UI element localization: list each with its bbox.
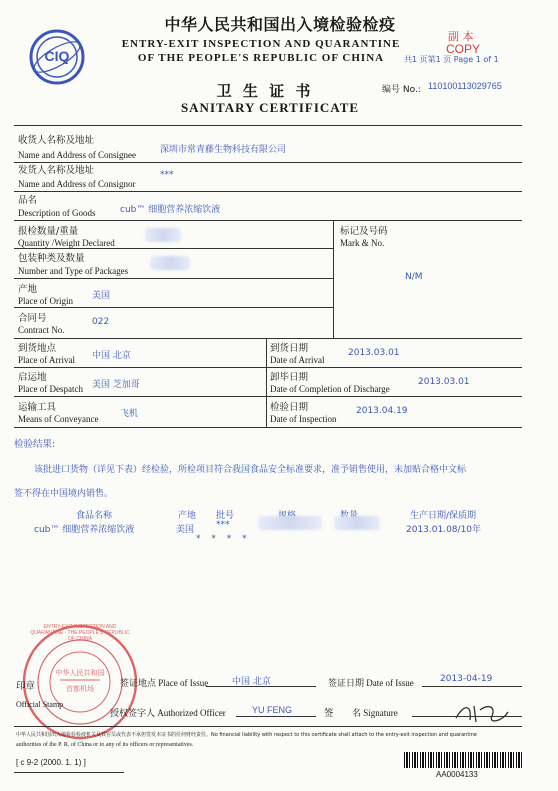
- barcode: [404, 752, 524, 768]
- consignee-label-en: Name and Address of Consignee: [18, 150, 136, 160]
- pkg-label-en: Number and Type of Packages: [18, 266, 129, 276]
- results-col-origin: 产地: [178, 511, 197, 521]
- date-issue-value: 2013-04-19: [440, 674, 493, 684]
- doc-title-en: SANITARY CERTIFICATE: [180, 100, 360, 115]
- arrival-date-value: 2013.03.01: [348, 348, 400, 358]
- inspection-label-en: Date of Inspection: [270, 414, 337, 424]
- copy-label-cn: 副 本: [448, 30, 474, 43]
- header-title-en-2: OF THE PEOPLE'S REPUBLIC OF CHINA: [137, 52, 385, 64]
- copy-label-en: COPY: [446, 42, 481, 56]
- consignor-label-en: Name and Address of Consignor: [18, 179, 136, 189]
- form-rule: [14, 772, 124, 773]
- marks-value: N/M: [405, 272, 423, 282]
- stamp-label-en: Official Stamp: [16, 700, 64, 709]
- goods-label-cn: 品名: [18, 195, 38, 206]
- page-counter: 共1 页第1 页 Page 1 of 1: [404, 55, 499, 64]
- marks-label-en: Mark & No.: [340, 238, 385, 248]
- results-col-date: 生产日期/保质期: [410, 511, 477, 521]
- qty-label-en: Quantity /Weight Declared: [18, 238, 115, 248]
- inspection-value: 2013.04.19: [356, 406, 408, 416]
- conveyance-label-en: Means of Conveyance: [18, 414, 99, 424]
- results-row-origin: 美国: [176, 525, 195, 535]
- redacted-qty: [334, 516, 380, 530]
- discharge-label-cn: 卸毕日期: [270, 372, 309, 383]
- origin-label-en: Place of Origin: [18, 296, 73, 306]
- goods-label-en: Description of Goods: [18, 208, 96, 218]
- cert-no-value: 110100113029765: [428, 81, 502, 91]
- despatch-label-cn: 启运地: [18, 372, 47, 383]
- results-text-2: 签不得在中国境内销售。: [14, 489, 114, 499]
- officer-label: 授权签字人 Authorized Officer: [110, 708, 226, 718]
- origin-value: 美国: [92, 291, 111, 301]
- footer-rule: [14, 726, 522, 727]
- discharge-label-en: Date of Completion of Discharge: [270, 384, 390, 394]
- row-rule: [14, 427, 522, 428]
- results-row-date: 2013.01.08/10年: [406, 525, 482, 535]
- consignor-value: ***: [160, 170, 174, 180]
- sign-label-cn: 签: [324, 708, 334, 719]
- row-rule: [14, 307, 333, 308]
- results-row-name: cub™ 细胞营养浓缩饮液: [34, 525, 135, 535]
- header-title-cn: 中华人民共和国出入境检验检疫: [164, 15, 396, 34]
- logo-text: CIQ: [44, 48, 70, 64]
- top-rule: [14, 125, 522, 126]
- results-row-batch: ***: [216, 520, 230, 530]
- underline: [422, 686, 522, 687]
- arrival-place-label-en: Place of Arrival: [18, 355, 75, 365]
- consignee-label-cn: 收货人名称及地址: [18, 135, 95, 146]
- disclaimer-1: 中华人民共和国出入境检验检疫机关及其官员或代表不承担签发本证书的任何财经责任。No financial liability with respect to this certificate shall attach to the entry-exit inspection and quarantine: [16, 732, 477, 738]
- arrival-date-label-cn: 到货日期: [270, 343, 309, 354]
- contract-label-en: Contract No.: [18, 325, 65, 335]
- despatch-value: 美国 芝加哥: [92, 380, 140, 390]
- row-rule: [14, 220, 522, 221]
- form-number: [ c 9-2 (2000. 1. 1) ]: [16, 758, 86, 767]
- conveyance-label-cn: 运输工具: [18, 402, 57, 413]
- officer-value: YU FENG: [252, 705, 293, 715]
- conveyance-value: 飞机: [120, 409, 139, 419]
- marks-label-cn: 标记及号码: [340, 226, 388, 237]
- results-text-1: 该批进口货物（详见下表）经检验，所检项目符合我国食品安全标准要求，准予销售使用，未加贴合格中文标: [34, 465, 467, 475]
- barcode-number: AA0004133: [436, 770, 478, 779]
- underline: [236, 716, 316, 717]
- row-rule: [14, 396, 522, 397]
- doc-title-cn: 卫 生 证 书: [216, 82, 314, 100]
- arrival-date-label-en: Date of Arrival: [270, 355, 325, 365]
- origin-label-cn: 产地: [18, 284, 38, 295]
- arrival-place-label-cn: 到货地点: [18, 343, 57, 354]
- underline: [206, 686, 316, 687]
- qty-label-cn: 报检数量/重量: [18, 226, 79, 237]
- results-stars: * * * *: [196, 534, 251, 544]
- redacted-spec: [258, 516, 322, 530]
- stamp-inner-2: 首都机场: [66, 685, 94, 693]
- pkg-label-cn: 包装种类及数量: [18, 253, 85, 264]
- results-col-name: 食品名称: [76, 511, 113, 521]
- ciq-logo: [28, 28, 86, 86]
- row-rule: [14, 191, 522, 192]
- cert-no-label: 编号 No.:: [382, 85, 421, 95]
- consignor-label-cn: 发货人名称及地址: [18, 165, 95, 176]
- signature-label: 名 Signature: [352, 708, 398, 718]
- header-title-en-1: ENTRY-EXIT INSPECTION AND QUARANTINE: [121, 38, 401, 50]
- redacted-packages: [150, 256, 190, 270]
- date-issue-label: 签证日期 Date of Issue: [328, 678, 414, 688]
- despatch-label-en: Place of Despatch: [18, 384, 83, 394]
- disclaimer-2: authorities of the P. R. of China or to any of its officers or representatives.: [16, 742, 194, 748]
- row-rule: [14, 278, 333, 279]
- contract-label-cn: 合同号: [18, 313, 47, 324]
- discharge-value: 2013.03.01: [418, 377, 470, 387]
- results-col-batch: 批号: [216, 511, 235, 521]
- dates-divider: [266, 338, 267, 428]
- place-issue-label: 签证地点 Place of Issue: [120, 678, 209, 688]
- arrival-place-value: 中国 北京: [92, 351, 131, 361]
- redacted-quantity: [145, 228, 181, 242]
- stamp-outer-text: ENTRY-EXIT INSPECTION AND QUARANTINE · THE PEOPLE'S REPUBLIC OF CHINA: [30, 624, 130, 642]
- stamp-label: 印章: [16, 681, 36, 692]
- marks-divider: [333, 220, 334, 338]
- goods-value: cub™ 细胞营养浓缩饮液: [120, 205, 221, 215]
- row-rule: [14, 248, 333, 249]
- contract-value: 022: [92, 317, 110, 327]
- row-rule: [14, 338, 522, 339]
- stamp-inner-1: 中华人民共和国: [55, 669, 105, 677]
- inspection-label-cn: 检验日期: [270, 402, 309, 413]
- row-rule: [14, 367, 522, 368]
- place-issue-value: 中国 北京: [232, 677, 271, 687]
- results-heading: 检验结果:: [14, 439, 56, 450]
- consignee-value: 深圳市常青藤生物科技有限公司: [160, 145, 287, 155]
